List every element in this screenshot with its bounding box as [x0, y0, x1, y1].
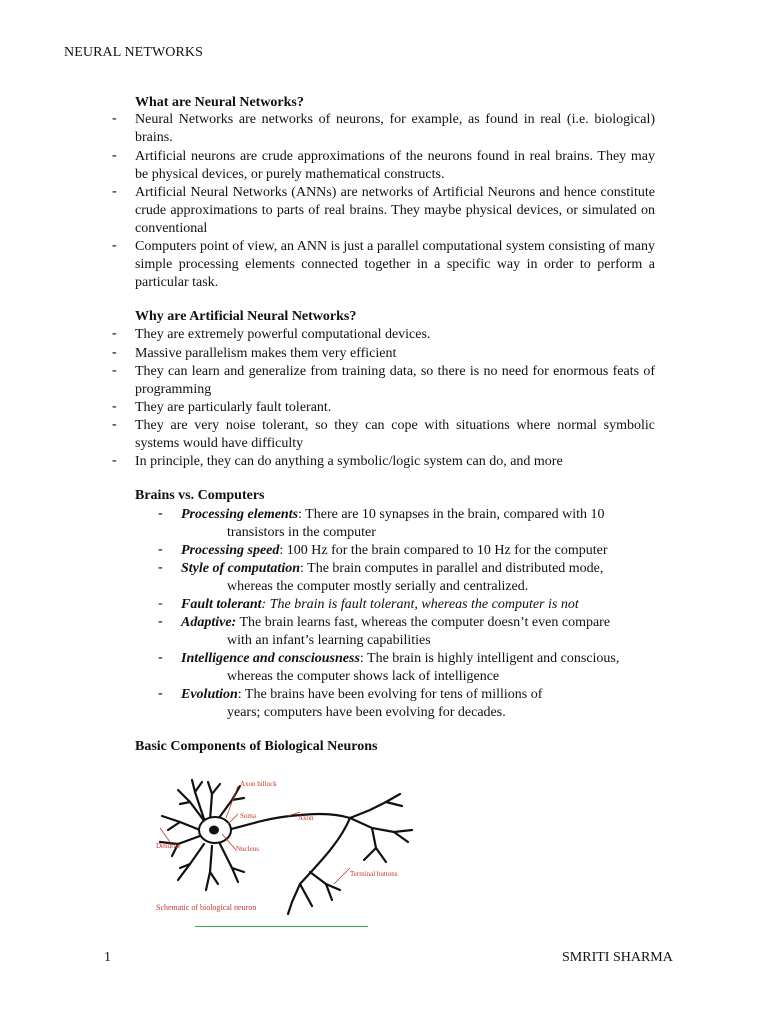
comparison-term: Intelligence and consciousness — [181, 651, 360, 666]
comparison-continuation: years; computers have been evolving for decades. — [227, 705, 506, 720]
comparison-term: Processing elements — [181, 507, 299, 522]
bullet-text: Computers point of view, an ANN is just a parallel computational system consisting of many simple processing elements connected together in a specific way in order to perform a particular task. — [135, 239, 655, 290]
figure-underline — [195, 926, 368, 927]
bullet-text: They are particularly fault tolerant. — [135, 400, 332, 415]
bullet-dash: - — [112, 148, 117, 163]
comparison-item — [181, 614, 656, 650]
footer-author: SMRITI SHARMA — [562, 950, 673, 965]
comparison-continuation: whereas the computer mostly serially and centralized. — [227, 579, 529, 594]
label-axon: Axon — [298, 814, 314, 822]
bullet-dash: - — [112, 111, 117, 126]
bullet-dash: - — [112, 417, 117, 432]
comparison-text: : There are 10 synapses in the brain, compared with 10 — [298, 507, 605, 522]
bullet-dash: - — [112, 363, 117, 378]
sub-bullet-dash: - — [158, 542, 163, 557]
comparison-item — [181, 542, 656, 560]
comparison-term: Adaptive: — [181, 615, 237, 630]
label-terminal-buttons: Terminal buttons — [350, 870, 398, 878]
section-title-components: Basic Components of Biological Neurons — [135, 739, 378, 754]
page-number: 1 — [104, 950, 111, 965]
bullet-text: In principle, they can do anything a symbolic/logic system can do, and more — [135, 454, 563, 469]
sub-bullet-dash: - — [158, 686, 163, 701]
bullet-text: They are extremely powerful computational devices. — [135, 327, 431, 342]
sub-bullet-dash: - — [158, 506, 163, 521]
bullet-text: Artificial neurons are crude approximations of the neurons found in real brains. They may be physical devices, or purely mathematical constructs. — [135, 149, 655, 182]
label-nucleus: Nucleus — [236, 845, 259, 853]
section-title-why: Why are Artificial Neural Networks? — [135, 309, 357, 324]
comparison-term: Fault tolerant — [181, 597, 262, 612]
bullet-dash: - — [112, 238, 117, 253]
comparison-continuation: transistors in the computer — [227, 525, 376, 540]
bullet-dash: - — [112, 453, 117, 468]
comparison-item — [181, 686, 656, 722]
sub-bullet-dash: - — [158, 614, 163, 629]
comparison-item — [181, 650, 656, 686]
sub-bullet-dash: - — [158, 560, 163, 575]
bullet-text: They can learn and generalize from training data, so there is no need for enormous feats of programming — [135, 364, 655, 397]
comparison-text: : The brains have been evolving for tens of millions of — [237, 687, 543, 702]
comparison-item — [181, 596, 656, 614]
bullet-dash: - — [112, 184, 117, 199]
comparison-term: Processing speed — [181, 543, 280, 558]
comparison-text: : The brain computes in parallel and distributed mode, — [300, 561, 604, 576]
sub-bullet-dash: - — [158, 596, 163, 611]
bullet-dash: - — [112, 399, 117, 414]
comparison-term: Style of computation — [181, 561, 300, 576]
comparison-item — [181, 560, 656, 596]
label-dendrite: Dendrite — [156, 842, 181, 850]
bullet-text: Neural Networks are networks of neurons, for example, as found in real (i.e. biological) brains. — [135, 112, 655, 145]
comparison-text: : The brain is highly intelligent and conscious, — [359, 651, 620, 666]
section-title-brains: Brains vs. Computers — [135, 488, 265, 503]
bullet-text: Artificial Neural Networks (ANNs) are networks of Artificial Neurons and hence constitute crude approximations to parts of real brains. They maybe physical devices, or simulated on conventional — [135, 185, 655, 236]
comparison-text: : 100 Hz for the brain compared to 10 Hz for the computer — [279, 543, 608, 558]
sub-bullet-dash: - — [158, 650, 163, 665]
bullet-dash: - — [112, 326, 117, 341]
page-header: NEURAL NETWORKS — [64, 45, 204, 60]
bullet-text: They are very noise tolerant, so they can cope with situations where normal symbolic systems would have difficulty — [135, 418, 655, 451]
comparison-continuation: with an infant’s learning capabilities — [227, 633, 431, 648]
section-title-what: What are Neural Networks? — [135, 95, 304, 110]
comparison-text: : The brain is fault tolerant, whereas the computer is not — [261, 597, 579, 612]
comparison-item — [181, 506, 656, 542]
label-axon-hillock: Axon hillock — [240, 780, 277, 788]
comparison-text: The brain learns fast, whereas the computer doesn’t even compare — [236, 615, 611, 630]
comparison-term: Evolution — [181, 687, 238, 702]
bullet-text: Massive parallelism makes them very efficient — [135, 346, 397, 361]
figure-caption: Schematic of biological neuron — [156, 903, 257, 912]
comparison-continuation: whereas the computer shows lack of intelligence — [227, 669, 500, 684]
label-soma: Soma — [240, 812, 256, 820]
bullet-dash: - — [112, 345, 117, 360]
